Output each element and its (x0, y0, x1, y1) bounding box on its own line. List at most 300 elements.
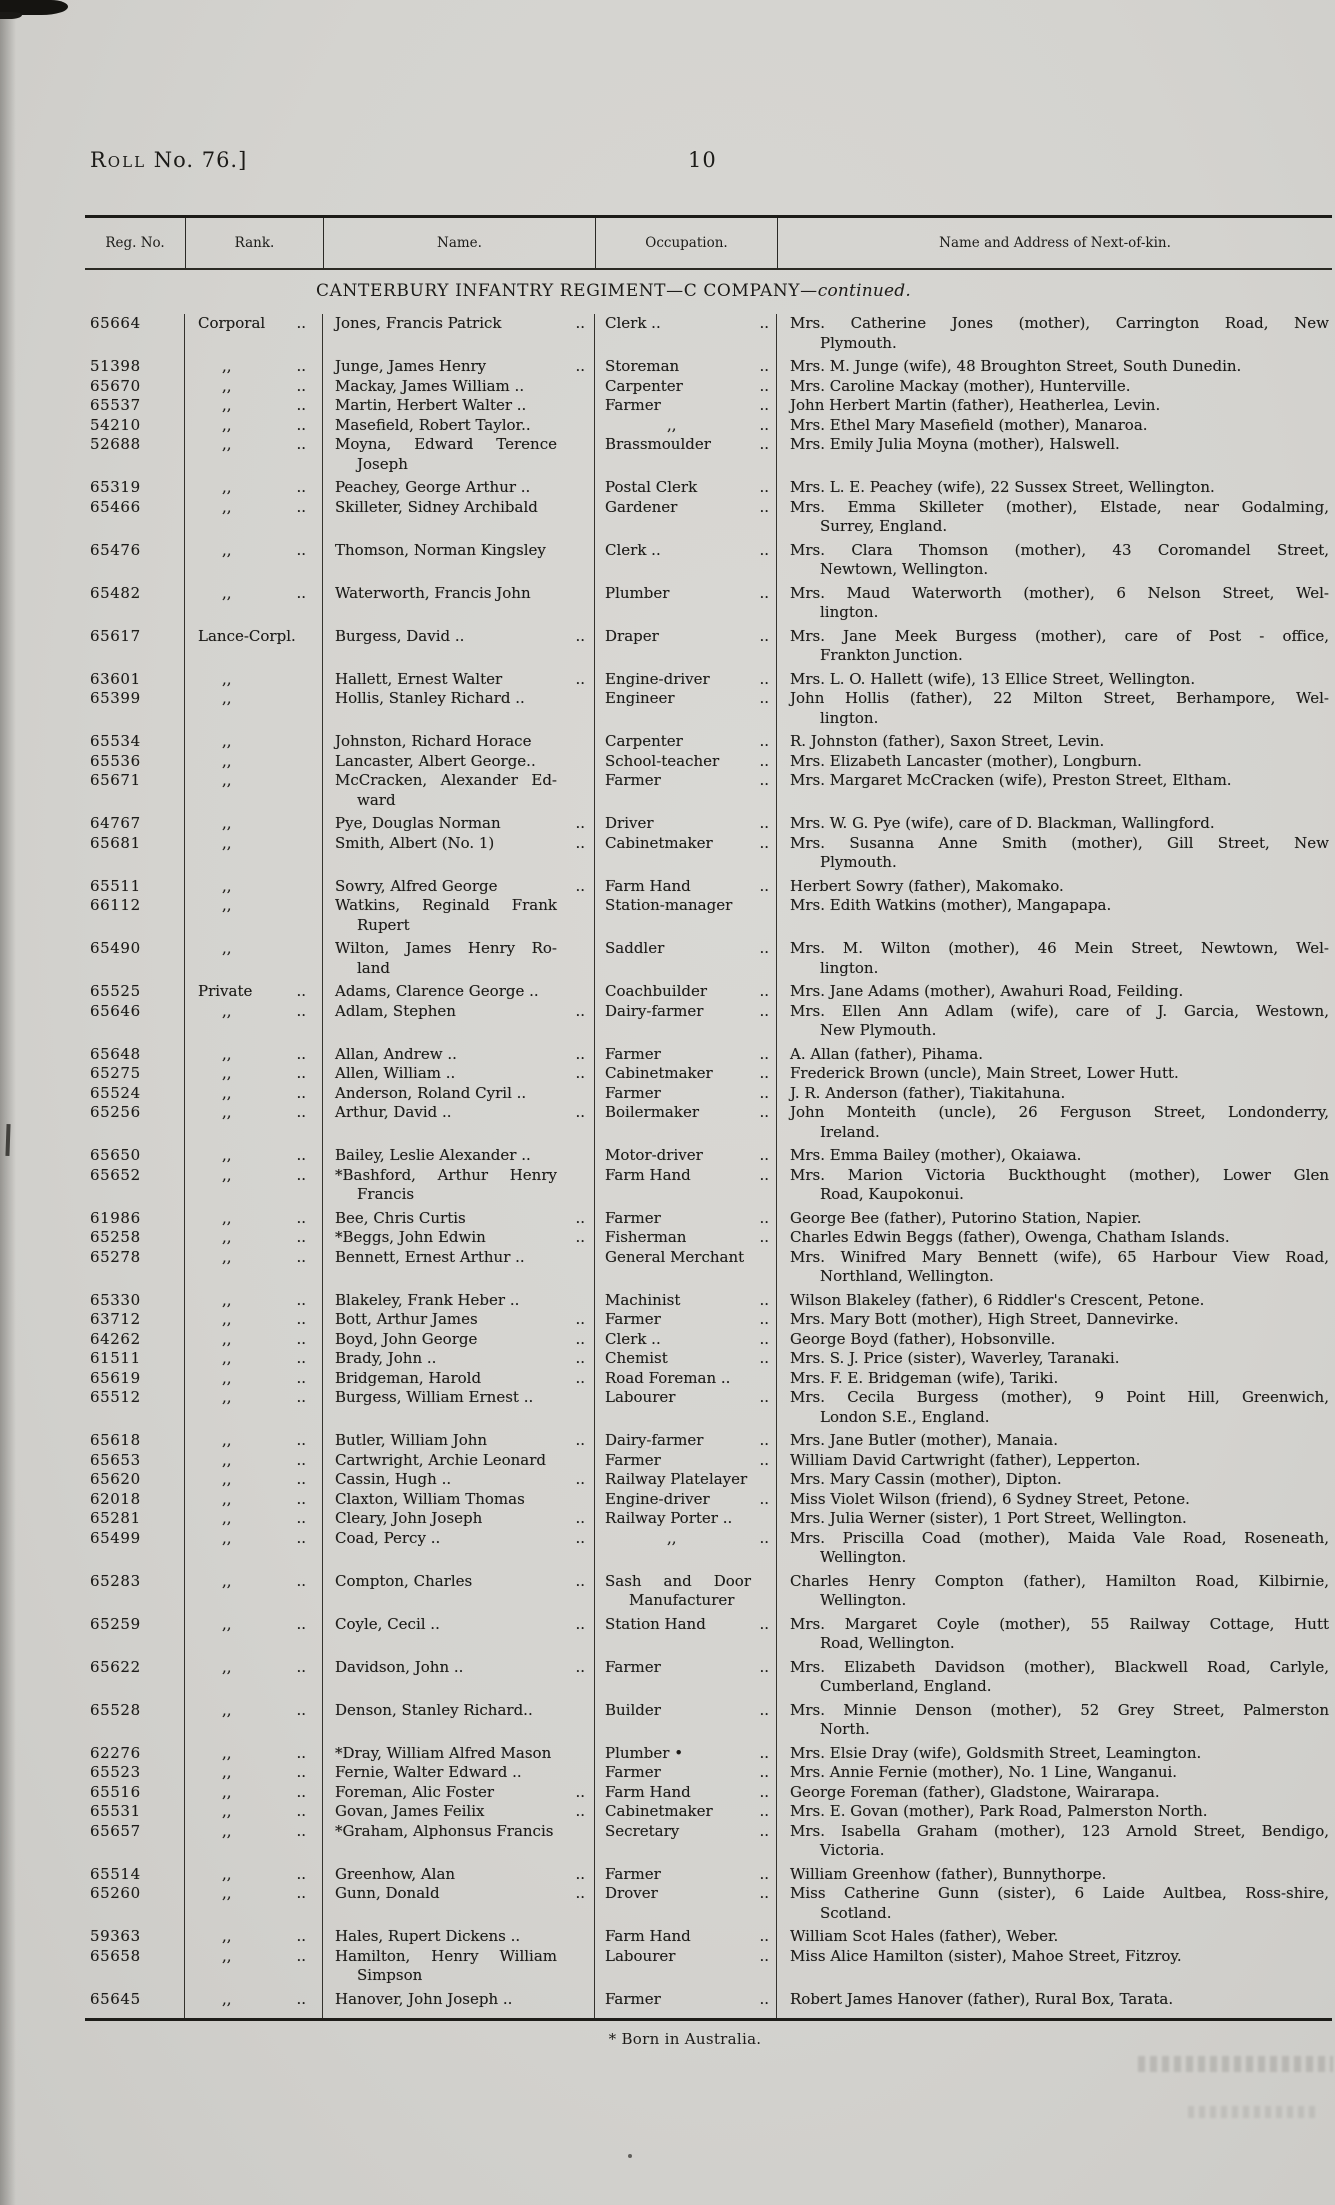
occupation-cell (595, 377, 777, 397)
name-text: Allen, William .. (335, 1064, 456, 1082)
name-text: Watkins, Reginald Frank Rupert (335, 896, 557, 934)
rank-text: ,, (222, 435, 232, 453)
rank-cell (185, 1209, 323, 1229)
name-text: Allan, Andrew .. (335, 1044, 457, 1063)
rank-cell (185, 1388, 323, 1427)
occupation-cell (595, 1349, 777, 1369)
rank-cell (185, 396, 323, 416)
name-text: Skilleter, Sidney Archibald (335, 497, 538, 516)
rank-cell (185, 1451, 323, 1471)
next-of-kin-cell: Mrs. Emma Bailey (mother), Okaiawa. (790, 1146, 1082, 1164)
occupation-cell (595, 771, 777, 810)
occupation-cell (595, 498, 777, 537)
name-cell (323, 377, 595, 397)
rank-text: ,, (222, 1083, 232, 1102)
occupation-dot-leader: .. (759, 1821, 769, 1840)
occupation-cell (595, 541, 777, 580)
name-text: Hollis, Stanley Richard .. (335, 689, 525, 707)
name-cell (323, 627, 595, 666)
occupation-dot-leader: .. (759, 415, 769, 434)
rank-cell (185, 1431, 323, 1451)
name-dot-leader: .. (575, 1001, 585, 1020)
occupation-cell (595, 1209, 777, 1229)
reg-no-cell: 65258 (90, 1228, 141, 1246)
occupation-text: Brassmoulder (605, 435, 711, 453)
name-text: Burgess, David .. (335, 626, 465, 645)
occupation-dot-leader: .. (759, 497, 769, 516)
occupation-dot-leader: .. (759, 1884, 769, 1902)
reg-no-cell: 65512 (90, 1388, 141, 1406)
name-text: Smith, Albert (No. 1) (335, 833, 495, 852)
occupation-dot-leader: .. (759, 1700, 769, 1719)
rank-text: Lance-Corpl. (198, 626, 296, 645)
occupation-cell (595, 1166, 777, 1205)
name-text: Hamilton, Henry William Simpson (335, 1946, 557, 1984)
rank-cell (185, 1529, 323, 1568)
rank-text: ,, (222, 1614, 232, 1633)
occupation-dot-leader: .. (759, 1064, 769, 1082)
name-cell (323, 752, 595, 772)
occupation-dot-leader: .. (759, 396, 769, 414)
occupation-text: Farmer (605, 1989, 661, 2008)
next-of-kin-cell: Wilson Blakeley (father), 6 Riddler's Crescent, Petone. (790, 1290, 1205, 1309)
rank-text: ,, (222, 1657, 232, 1676)
occupation-text: Dairy-farmer (605, 1001, 704, 1020)
table-row (85, 1572, 1332, 1611)
next-of-kin-cell: Mrs. Ellen Ann Adlam (wife), care of J. Garcia, Westown, New Plymouth. (790, 1001, 1329, 1039)
table-row (85, 1002, 1332, 1041)
occupation-dot-leader: .. (759, 1763, 769, 1781)
rank-text: ,, (222, 1165, 232, 1184)
occupation-text: Farm Hand (605, 876, 691, 895)
occupation-text: Secretary (605, 1821, 680, 1840)
occupation-text: Farmer (605, 1310, 661, 1328)
occupation-dot-leader: .. (759, 1802, 769, 1820)
occupation-dot-leader: .. (759, 939, 769, 957)
next-of-kin-cell: Charles Henry Compton (father), Hamilton Road, Kilbirnie, Wellington. (790, 1571, 1329, 1609)
rank-dot-leader: .. (296, 1064, 306, 1082)
name-cell (323, 732, 595, 752)
table-row (85, 1209, 1332, 1229)
name-cell (323, 1470, 595, 1490)
occupation-cell (595, 314, 777, 353)
occupation-cell (595, 670, 777, 690)
rank-text: ,, (222, 1571, 232, 1590)
occupation-text: Clerk .. (605, 314, 661, 332)
rank-dot-leader: .. (296, 1450, 306, 1469)
name-text: Compton, Charles (335, 1571, 473, 1590)
name-text: *Beggs, John Edwin (335, 1228, 486, 1246)
reg-no-cell: 65319 (90, 478, 141, 496)
rank-text: ,, (222, 1064, 232, 1082)
name-dot-leader: .. (575, 1310, 585, 1328)
rank-cell (185, 1865, 323, 1885)
occupation-dot-leader: .. (759, 1946, 769, 1965)
occupation-text: Farmer (605, 771, 661, 789)
rank-cell (185, 498, 323, 537)
rank-dot-leader: .. (296, 1146, 306, 1164)
occupation-cell (595, 1330, 777, 1350)
name-text: Hales, Rupert Dickens .. (335, 1927, 521, 1945)
header-reg-no: Reg. No. (105, 235, 165, 251)
reg-no-cell: 65617 (90, 626, 141, 645)
table-row (85, 1084, 1332, 1104)
rank-text: ,, (222, 1989, 232, 2008)
section-title (85, 270, 1142, 314)
name-text: Greenhow, Alan (335, 1864, 456, 1883)
table-row (85, 1228, 1332, 1248)
occupation-dot-leader: .. (759, 540, 769, 559)
next-of-kin-cell: Mrs. M. Wilton (mother), 46 Mein Street, Newtown, Wel- lington. (790, 939, 1329, 977)
rank-dot-leader: .. (296, 357, 306, 375)
reg-no-cell: 65619 (90, 1368, 141, 1387)
name-dot-leader: .. (575, 1614, 585, 1633)
table-row (85, 1451, 1332, 1471)
occupation-dot-leader: .. (759, 732, 769, 750)
rank-text: Private (198, 982, 253, 1000)
next-of-kin-cell: Mrs. Jane Meek Burgess (mother), care of Post - office, Frankton Junction. (790, 626, 1329, 664)
rank-cell (185, 1490, 323, 1510)
rank-text: ,, (222, 478, 232, 496)
name-text: Masefield, Robert Taylor.. (335, 415, 531, 434)
occupation-text: Farm Hand (605, 1165, 691, 1184)
next-of-kin-cell: Mrs. Susanna Anne Smith (mother), Gill Street, New Plymouth. (790, 833, 1329, 871)
next-of-kin-cell: Mrs. Jane Butler (mother), Manaia. (790, 1431, 1058, 1449)
header-occupation: Occupation. (595, 218, 777, 268)
rank-text: ,, (222, 751, 232, 770)
occupation-text: Driver (605, 814, 654, 832)
reg-no-cell: 59363 (90, 1927, 141, 1945)
name-cell (323, 689, 595, 728)
occupation-dot-leader: .. (759, 314, 769, 332)
rank-text: ,, (222, 1489, 232, 1508)
rank-cell (185, 314, 323, 353)
margin-ink-mark (5, 1124, 10, 1156)
reg-no-cell: 65399 (90, 689, 141, 707)
rank-cell (185, 1744, 323, 1764)
rank-dot-leader: .. (296, 1001, 306, 1020)
name-cell (323, 1658, 595, 1697)
rank-cell (185, 1572, 323, 1611)
occupation-dot-leader: .. (759, 1146, 769, 1164)
name-cell (323, 1064, 595, 1084)
rank-dot-leader: .. (296, 1228, 306, 1246)
table-row (85, 1369, 1332, 1389)
name-cell (323, 1349, 595, 1369)
rank-text: ,, (222, 1450, 232, 1469)
occupation-cell (595, 1470, 777, 1490)
next-of-kin-cell: Herbert Sowry (father), Makomako. (790, 876, 1064, 895)
occupation-cell (595, 1744, 777, 1764)
occupation-cell (595, 1369, 777, 1389)
table-row (85, 498, 1332, 537)
name-text: Bennett, Ernest Arthur .. (335, 1247, 525, 1266)
name-cell (323, 1490, 595, 1510)
section-title-continued: continued. (817, 281, 911, 301)
rank-cell (185, 896, 323, 935)
rank-cell (185, 357, 323, 377)
rank-text: ,, (222, 1349, 232, 1367)
next-of-kin-cell: Mrs. Winifred Mary Bennett (wife), 65 Harbour View Road, Northland, Wellington. (790, 1247, 1329, 1285)
table-row (85, 1615, 1332, 1654)
name-cell (323, 1615, 595, 1654)
name-dot-leader: .. (575, 1470, 585, 1488)
rank-text: ,, (222, 689, 232, 707)
name-text: Brady, John .. (335, 1349, 437, 1367)
occupation-dot-leader: .. (759, 1927, 769, 1945)
table-row (85, 1822, 1332, 1861)
occupation-cell (595, 732, 777, 752)
occupation-dot-leader: .. (759, 626, 769, 645)
name-text: Anderson, Roland Cyril .. (335, 1083, 527, 1102)
rank-text: ,, (222, 1388, 232, 1406)
occupation-dot-leader: .. (759, 982, 769, 1000)
occupation-dot-leader: .. (759, 1657, 769, 1676)
table-row (85, 1166, 1332, 1205)
name-dot-leader: .. (575, 833, 585, 852)
reg-no-cell: 65648 (90, 1044, 141, 1063)
next-of-kin-cell: John Hollis (father), 22 Milton Street, Berhampore, Wel- lington. (790, 689, 1329, 727)
name-cell (323, 877, 595, 897)
occupation-cell (595, 1572, 777, 1611)
next-of-kin-cell: George Boyd (father), Hobsonville. (790, 1329, 1056, 1348)
next-of-kin-cell: William Greenhow (father), Bunnythorpe. (790, 1864, 1107, 1883)
occupation-cell (595, 1431, 777, 1451)
next-of-kin-cell: Mrs. Elsie Dray (wife), Goldsmith Street, Leamington. (790, 1743, 1202, 1762)
occupation-dot-leader: .. (759, 583, 769, 602)
occupation-cell (595, 1990, 777, 2010)
occupation-cell (595, 396, 777, 416)
name-dot-leader: .. (575, 669, 585, 688)
rank-text: ,, (222, 814, 232, 832)
occupation-text: Farmer (605, 1864, 661, 1883)
name-text: Cassin, Hugh .. (335, 1470, 452, 1488)
name-cell (323, 1291, 595, 1311)
rank-cell (185, 814, 323, 834)
occupation-text: Station Hand (605, 1614, 706, 1633)
table-row (85, 396, 1332, 416)
occupation-text: General Merchant (605, 1247, 745, 1266)
table-row (85, 771, 1332, 810)
next-of-kin-cell: George Bee (father), Putorino Station, Napier. (790, 1208, 1142, 1227)
reg-no-cell: 65650 (90, 1146, 141, 1164)
next-of-kin-cell: Mrs. M. Junge (wife), 48 Broughton Street, South Dunedin. (790, 357, 1242, 375)
rank-dot-leader: .. (296, 1103, 306, 1121)
ink-speck (628, 2154, 632, 2158)
rank-text: ,, (222, 1470, 232, 1488)
name-text: Davidson, John .. (335, 1657, 464, 1676)
table-row (85, 435, 1332, 474)
rank-text: ,, (222, 1763, 232, 1781)
table-row (85, 1701, 1332, 1740)
name-text: Martin, Herbert Walter .. (335, 396, 527, 414)
rank-text: ,, (222, 1103, 232, 1121)
name-text: Pye, Douglas Norman (335, 814, 501, 832)
reg-no-cell: 64767 (90, 814, 141, 832)
occupation-dot-leader: .. (759, 1103, 769, 1121)
rank-text: ,, (222, 497, 232, 516)
next-of-kin-cell: Mrs. Mary Bott (mother), High Street, Dannevirke. (790, 1310, 1179, 1328)
rank-cell (185, 1990, 323, 2010)
rank-dot-leader: .. (296, 1782, 306, 1801)
rank-text: ,, (222, 732, 232, 750)
header-rank: Rank. (185, 218, 323, 268)
rank-cell (185, 1783, 323, 1803)
occupation-dot-leader: .. (759, 1290, 769, 1309)
rank-text: ,, (222, 1290, 232, 1309)
reg-no-cell: 65524 (90, 1083, 141, 1102)
occupation-dot-leader: .. (759, 833, 769, 852)
rank-dot-leader: .. (296, 1044, 306, 1063)
occupation-dot-leader: .. (759, 1001, 769, 1020)
occupation-cell (595, 1802, 777, 1822)
name-text: Adlam, Stephen (335, 1001, 456, 1020)
name-cell (323, 1865, 595, 1885)
occupation-cell (595, 1045, 777, 1065)
rank-cell (185, 627, 323, 666)
rank-dot-leader: .. (296, 1571, 306, 1590)
table-row (85, 1783, 1332, 1803)
next-of-kin-cell: Mrs. Cecila Burgess (mother), 9 Point Hill, Greenwich, London S.E., England. (790, 1388, 1329, 1426)
name-cell (323, 1310, 595, 1330)
name-dot-leader: .. (575, 1329, 585, 1348)
name-text: Junge, James Henry (335, 357, 487, 375)
name-text: Adams, Clarence George .. (335, 982, 539, 1000)
name-dot-leader: .. (575, 814, 585, 832)
reg-no-cell: 65646 (90, 1001, 141, 1020)
table-row (85, 1865, 1332, 1885)
reg-no-cell: 65534 (90, 732, 141, 750)
occupation-text: Farmer (605, 1044, 661, 1063)
next-of-kin-cell: Miss Alice Hamilton (sister), Mahoe Street, Fitzroy. (790, 1946, 1182, 1965)
next-of-kin-cell: Frederick Brown (uncle), Main Street, Lower Hutt. (790, 1064, 1179, 1082)
reg-no-cell: 65622 (90, 1657, 141, 1676)
section-title-main: CANTERBURY INFANTRY REGIMENT—C COMPANY— (316, 281, 818, 301)
occupation-text: Railway Porter .. (605, 1509, 733, 1527)
rank-dot-leader: .. (296, 314, 306, 332)
name-cell (323, 1369, 595, 1389)
occupation-text: Labourer (605, 1388, 676, 1406)
name-cell (323, 1330, 595, 1350)
name-dot-leader: .. (575, 1431, 585, 1449)
name-text: Butler, William John (335, 1431, 488, 1449)
name-dot-leader: .. (575, 1208, 585, 1227)
table-row (85, 1658, 1332, 1697)
reg-no-cell: 65618 (90, 1431, 141, 1449)
rank-cell (185, 1045, 323, 1065)
name-cell (323, 771, 595, 810)
table-row (85, 1990, 1332, 2010)
name-cell (323, 1529, 595, 1568)
next-of-kin-cell: Mrs. Emma Skilleter (mother), Elstade, near Godalming, Surrey, England. (790, 497, 1329, 535)
name-text: Peachey, George Arthur .. (335, 478, 531, 496)
next-of-kin-cell: Mrs. Caroline Mackay (mother), Hunterville. (790, 376, 1131, 395)
reg-no-cell: 65664 (90, 314, 141, 332)
occupation-dot-leader: .. (759, 1228, 769, 1246)
reg-no-cell: 51398 (90, 357, 141, 375)
rank-dot-leader: .. (296, 1329, 306, 1348)
table-row (85, 1103, 1332, 1142)
rank-cell (185, 584, 323, 623)
occupation-dot-leader: .. (759, 1431, 769, 1449)
next-of-kin-cell: Mrs. Elizabeth Davidson (mother), Blackwell Road, Carlyle, Cumberland, England. (790, 1657, 1329, 1695)
name-cell (323, 1248, 595, 1287)
occupation-dot-leader: .. (759, 689, 769, 707)
name-cell (323, 1763, 595, 1783)
rank-dot-leader: .. (296, 1927, 306, 1945)
occupation-text: Cabinetmaker (605, 833, 713, 852)
occupation-text: Farmer (605, 396, 661, 414)
rank-dot-leader: .. (296, 1700, 306, 1719)
table-row (85, 1064, 1332, 1084)
occupation-cell (595, 1947, 777, 1986)
table-row (85, 752, 1332, 772)
rank-text: ,, (222, 833, 232, 852)
occupation-dot-leader: .. (759, 1044, 769, 1063)
rank-dot-leader: .. (296, 1083, 306, 1102)
rank-cell (185, 834, 323, 873)
name-cell (323, 939, 595, 978)
rank-cell (185, 1822, 323, 1861)
reg-no-cell: 54210 (90, 415, 141, 434)
occupation-cell (595, 1064, 777, 1084)
occupation-text: Storeman (605, 357, 680, 375)
name-cell (323, 1822, 595, 1861)
name-cell (323, 1388, 595, 1427)
name-text: Cartwright, Archie Leonard (335, 1450, 547, 1469)
rank-dot-leader: .. (296, 1247, 306, 1266)
occupation-cell (595, 877, 777, 897)
name-cell (323, 584, 595, 623)
occupation-cell (595, 1490, 777, 1510)
rank-dot-leader: .. (296, 1989, 306, 2008)
name-text: Johnston, Richard Horace (335, 732, 532, 750)
reg-no-cell: 65499 (90, 1528, 141, 1547)
name-cell (323, 1431, 595, 1451)
rank-cell (185, 1947, 323, 1986)
occupation-dot-leader: .. (759, 1989, 769, 2008)
occupation-text: Plumber • (605, 1743, 684, 1762)
rank-cell (185, 1002, 323, 1041)
next-of-kin-cell: Mrs. Catherine Jones (mother), Carrington Road, New Plymouth. (790, 314, 1329, 352)
occupation-dot-leader: .. (759, 1489, 769, 1508)
rank-dot-leader: .. (296, 1884, 306, 1902)
occupation-cell (595, 478, 777, 498)
table-row (85, 541, 1332, 580)
paper-edge-shadow (0, 0, 16, 2205)
rank-cell (185, 732, 323, 752)
name-cell (323, 1084, 595, 1104)
occupation-text: Farmer (605, 1763, 661, 1781)
next-of-kin-cell: Mrs. E. Govan (mother), Park Road, Palmerston North. (790, 1802, 1208, 1820)
name-dot-leader: .. (575, 1657, 585, 1676)
reg-no-cell: 65490 (90, 939, 141, 957)
name-dot-leader: .. (575, 314, 585, 332)
occupation-text: Farmer (605, 1208, 661, 1227)
rank-cell (185, 377, 323, 397)
occupation-cell (595, 939, 777, 978)
reg-no-cell: 62018 (90, 1489, 141, 1508)
ink-smudge (0, 12, 22, 19)
table-row (85, 416, 1332, 436)
name-dot-leader: .. (575, 876, 585, 895)
name-cell (323, 1146, 595, 1166)
table-row (85, 689, 1332, 728)
table-row (85, 1146, 1332, 1166)
name-text: Boyd, John George (335, 1329, 478, 1348)
name-cell (323, 1927, 595, 1947)
reg-no-cell: 65330 (90, 1290, 141, 1309)
